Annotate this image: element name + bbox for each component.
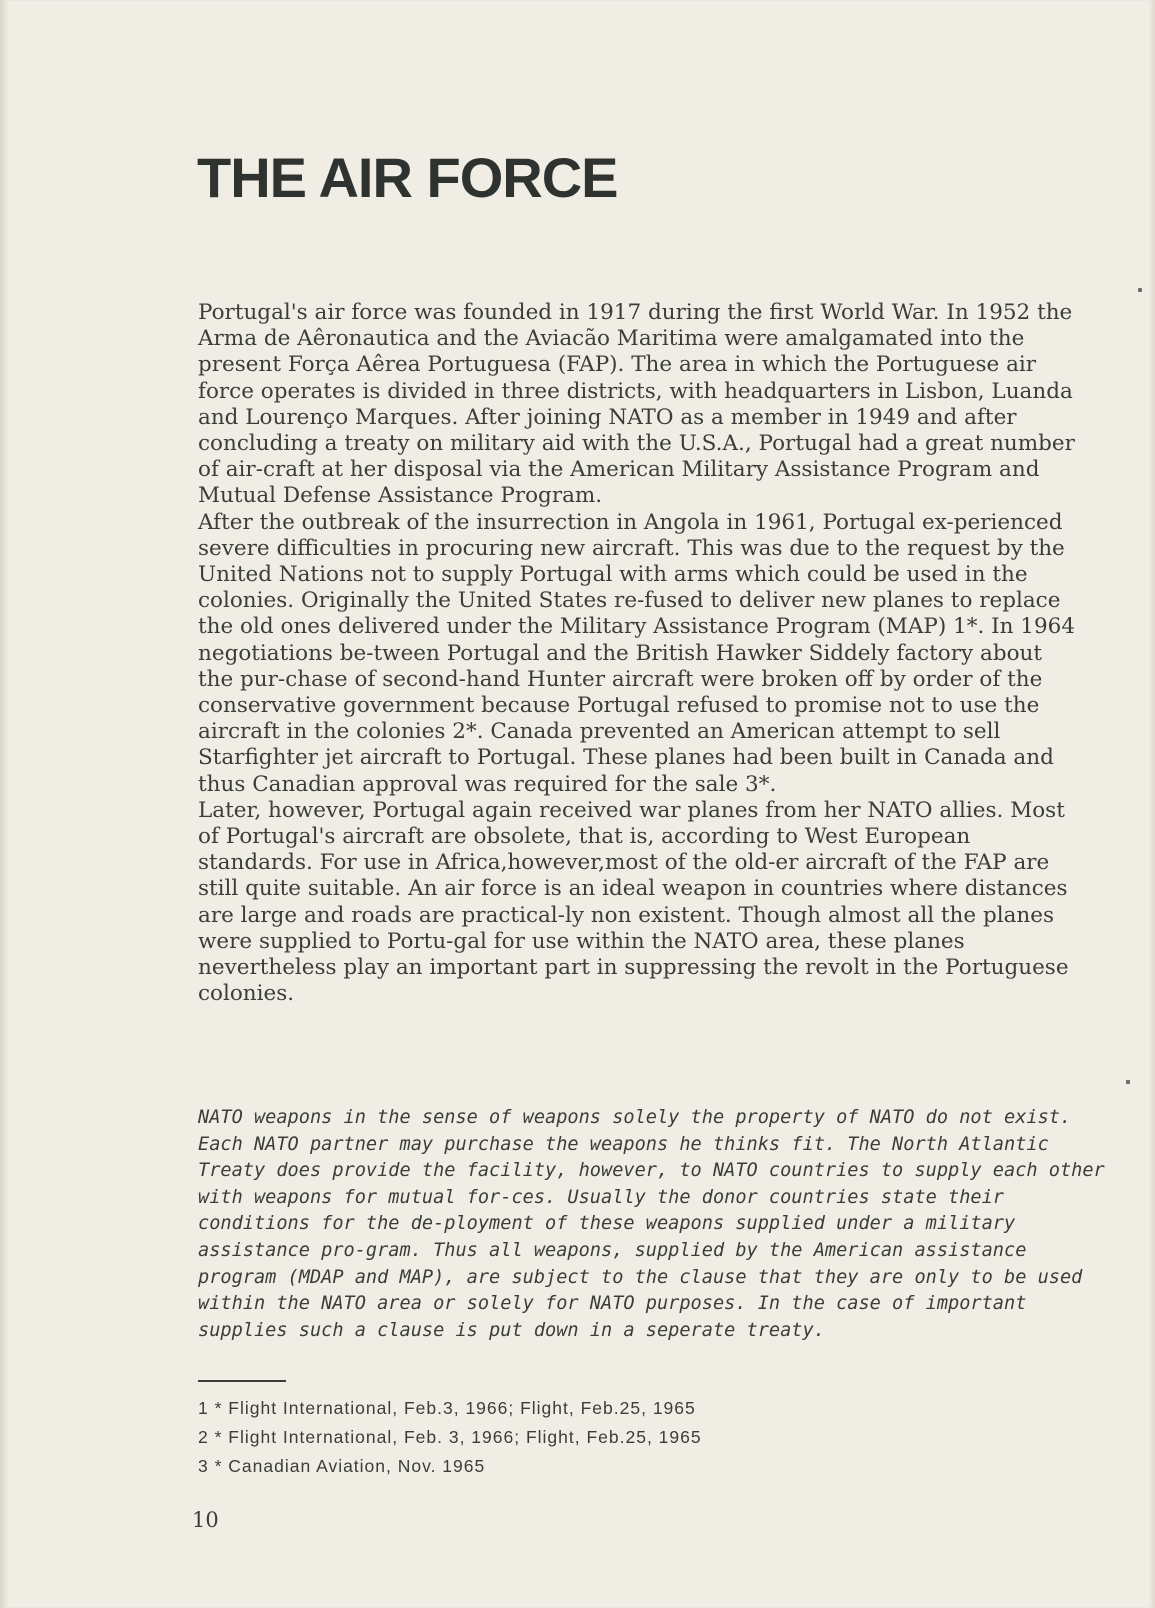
paragraph-1: Portugal's air force was founded in 1917 during the first World War. In 1952 the Arma de Aêronautica and the Aviacão Maritima were amalgamated into the present Força Aêrea Portuguesa (FAP). The area in which the Portuguese air force operates is divided in three districts, with headquarters in Lisbon, Luanda and Lourenço Marques. After joining NATO as a member in 1949 and after concluding a treaty on military aid with the U.S.A., Portugal had a great number of air-craft at her disposal via the American Military Assistance Program and Mutual Defense Assistance Program. [198, 300, 1075, 509]
binding-mark [1126, 1080, 1130, 1084]
page-number: 10 [192, 1508, 219, 1532]
footnote-3: 3 * Canadian Aviation, Nov. 1965 [198, 1456, 486, 1476]
page-left-edge [0, 0, 8, 1608]
page-title: THE AIR FORCE [197, 146, 618, 209]
footnote-list [198, 1394, 998, 1481]
footnote-divider [198, 1380, 286, 1382]
footnote-2: 2 * Flight International, Feb. 3, 1966; Flight, Feb.25, 1965 [198, 1427, 702, 1447]
footnote-1: 1 * Flight International, Feb.3, 1966; Flight, Feb.25, 1965 [198, 1398, 696, 1418]
page-right-edge [1149, 0, 1155, 1608]
italic-note: NATO weapons in the sense of weapons solely the property of NATO do not exist. Each NATO partner may purchase the weapons he thinks fit. The North Atlantic Treaty does provide the facility, however, to NATO countries to supply each other with weapons for mutual for-ces. Usually the donor countries state their conditions for the de-ployment of these weapons supplied under a military assistance pro-gram. Thus all weapons, supplied by the American assistance program (MDAP and MAP), are subject to the clause that they are only to be used within the NATO area or solely for NATO purposes. In the case of important supplies such a clause is put down in a seperate treaty. [198, 1107, 1105, 1341]
paragraph-3: Later, however, Portugal again received war planes from her NATO allies. Most of Portugal's aircraft are obsolete, that is, according to West European standards. For use in Africa,however,most of the old-er aircraft of the FAP are still quite suitable. An air force is an ideal weapon in countries where distances are large and roads are practical-ly non existent. Though almost all the planes were supplied to Portu-gal for use within the NATO area, these planes nevertheless play an important part in suppressing the revolt in the Portuguese colonies. [198, 797, 1069, 1007]
binding-mark [1138, 288, 1142, 292]
paragraph-2: After the outbreak of the insurrection in Angola in 1961, Portugal ex-perienced severe difficulties in procuring new aircraft. This was due to the request by the United Nations not to supply Portugal with arms which could be used in the colonies. Originally the United States re-fused to deliver new planes to replace the old ones delivered under the Military Assistance Program (MAP) 1*. In 1964 negotiations be-tween Portugal and the British Hawker Siddely factory about the pur-chase of second-hand Hunter aircraft were broken off by order of the conservative government because Portugal refused to promise not to use the aircraft in the colonies 2*. Canada prevented an American attempt to sell Starfighter jet aircraft to Portugal. These planes had been built in Canada and thus Canadian approval was required for the sale 3*. [198, 509, 1076, 797]
body-text [198, 300, 1078, 1007]
